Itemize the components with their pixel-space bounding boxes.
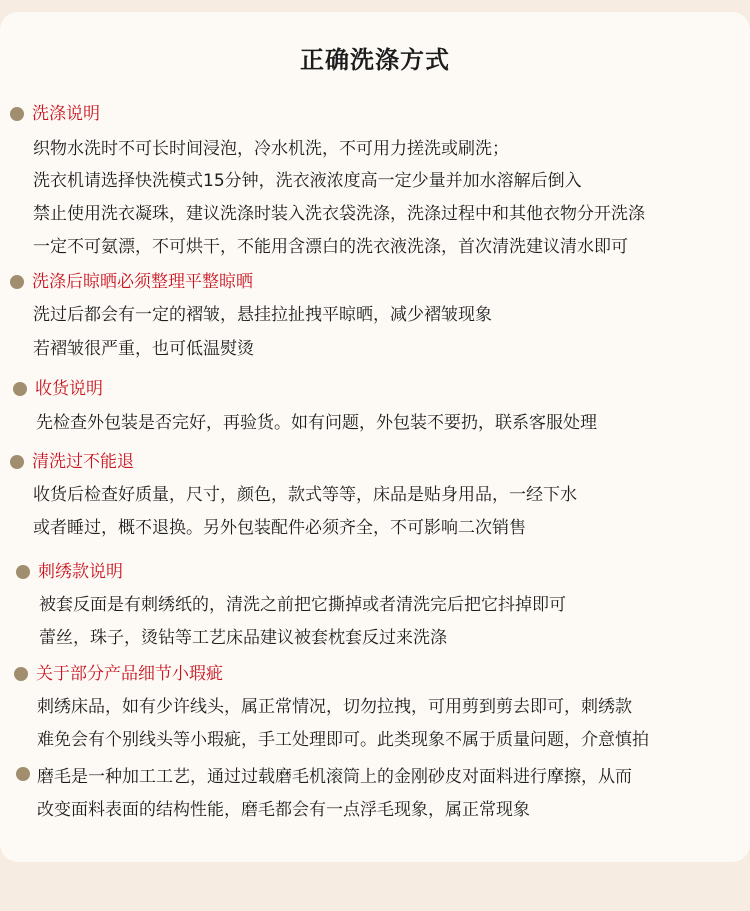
- text-line: 难免会有个别线头等小瑕疵，手工处理即可。此类现象不属于质量问题，介意慎拍: [37, 730, 649, 750]
- section-heading-label: 收货说明: [35, 379, 103, 399]
- bullet-icon: [13, 382, 27, 396]
- bullet-icon: [10, 455, 24, 469]
- text-line: 改变面料表面的结构性能，磨毛都会有一点浮毛现象，属正常现象: [37, 800, 530, 820]
- bullet-icon: [14, 667, 28, 681]
- page-title: 正确洗涤方式: [300, 46, 450, 74]
- text-line: 或者睡过，概不退换。另外包装配件必须齐全，不可影响二次销售: [33, 518, 526, 538]
- bullet-icon: [10, 275, 24, 289]
- text-line: 蕾丝，珠子，烫钻等工艺床品建议被套枕套反过来洗涤: [39, 628, 447, 648]
- text-line: 一定不可氨漂，不可烘干，不能用含漂白的洗衣液洗涤，首次清洗建议清水即可: [33, 237, 628, 257]
- text-line: 磨毛是一种加工工艺，通过过载磨毛机滚筒上的金刚砂皮对面料进行摩擦，从而: [37, 767, 632, 787]
- section-heading-label: 关于部分产品细节小瑕疵: [36, 664, 223, 684]
- text-line: 若褶皱很严重，也可低温熨烫: [33, 339, 254, 359]
- text-line: 被套反面是有刺绣纸的，清洗之前把它撕掉或者清洗完后把它抖掉即可: [39, 595, 566, 615]
- text-line: 先检查外包装是否完好，再验货。如有问题，外包装不要扔，联系客服处理: [36, 413, 597, 433]
- section-heading-label: 清洗过不能退: [32, 452, 134, 472]
- text-line: 洗过后都会有一定的褶皱，悬挂拉扯拽平晾晒，减少褶皱现象: [33, 305, 492, 325]
- section-heading-label: 洗涤说明: [32, 104, 100, 124]
- section-heading-label: 洗涤后晾晒必须整理平整晾晒: [32, 272, 253, 292]
- text-line: 刺绣床品，如有少许线头，属正常情况，切勿拉拽，可用剪到剪去即可，刺绣款: [37, 697, 632, 717]
- text-line: 收货后检查好质量，尺寸，颜色，款式等等，床品是贴身用品，一经下水: [33, 485, 577, 505]
- bullet-icon: [16, 767, 30, 781]
- text-line: 织物水洗时不可长时间浸泡，冷水机洗，不可用力搓洗或刷洗；: [33, 139, 509, 159]
- bullet-icon: [16, 565, 30, 579]
- bullet-icon: [10, 107, 24, 121]
- text-line: 洗衣机请选择快洗模式15分钟，洗衣液浓度高一定少量并加水溶解后倒入: [33, 171, 582, 191]
- text-line: 禁止使用洗衣凝珠，建议洗涤时装入洗衣袋洗涤，洗涤过程中和其他衣物分开洗涤: [33, 204, 645, 224]
- section-heading-label: 刺绣款说明: [38, 562, 123, 582]
